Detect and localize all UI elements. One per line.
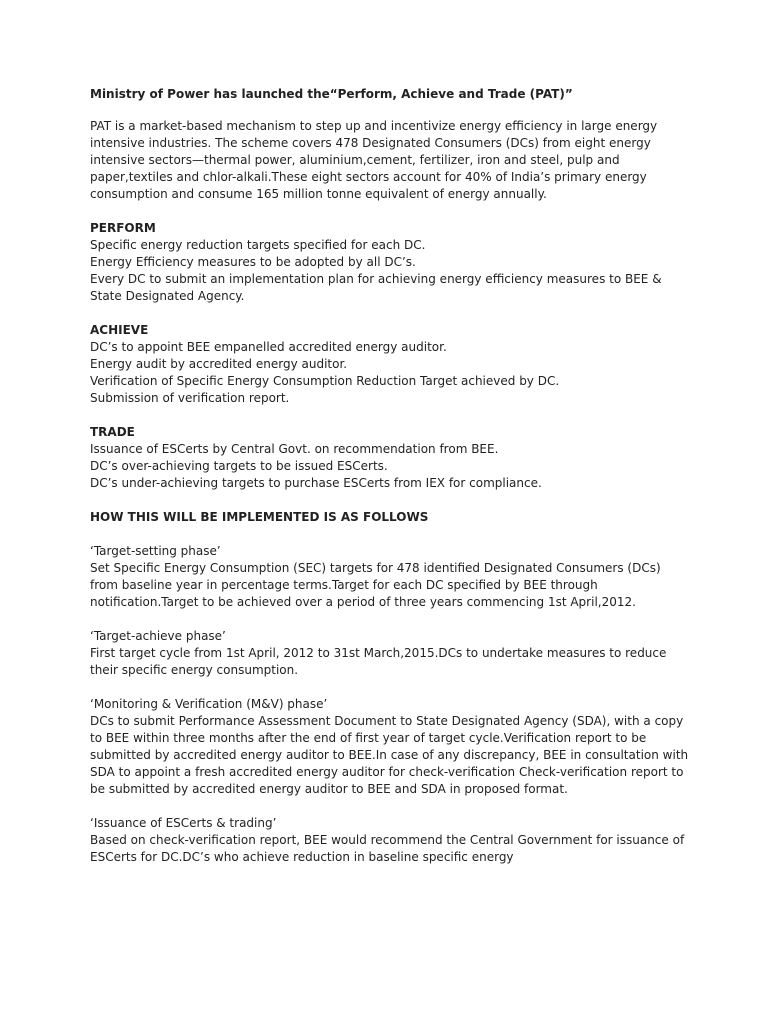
implementation-heading: HOW THIS WILL BE IMPLEMENTED IS AS FOLLOWS [90,510,429,524]
trade-line: DC’s over-achieving targets to be issued ESCerts. [90,459,388,473]
intro-paragraph: PAT is a market-based mechanism to step up and incentivize energy efficiency in large energy intensive industries. The scheme covers 478 Designated Consumers (DCs) from eight energy intensive sectors—thermal power, aluminium,cement, fertilizer, iron and steel, pulp and paper,textiles and chlor-alkali.These eight sectors account for 40% of India’s primary energy consumption and consume 165 million tonne equivalent of energy annually. [90,119,658,201]
achieve-section [90,322,690,407]
achieve-heading: ACHIEVE [90,323,149,337]
perform-line: Specific energy reduction targets specified for each DC. [90,238,426,252]
phase-label: ‘Monitoring & Verification (M&V) phase’ [90,697,328,711]
perform-heading: PERFORM [90,221,156,235]
perform-line: Energy Efficiency measures to be adopted by all DC’s. [90,255,416,269]
phase-text: First target cycle from 1st April, 2012 to 31st March,2015.DCs to undertake measures to reduce their specific energy consumption. [90,646,667,677]
phase-text: Based on check-verification report, BEE would recommend the Central Government for issuance of ESCerts for DC.DC’s who achieve reduction in baseline specific energy [90,833,685,864]
achieve-line: DC’s to appoint BEE empanelled accredited energy auditor. [90,340,447,354]
phase-target-achieve [90,628,690,679]
trade-section [90,424,690,492]
phase-label: ‘Target-achieve phase’ [90,629,226,643]
phase-issuance-trading [90,815,690,866]
trade-line: Issuance of ESCerts by Central Govt. on recommendation from BEE. [90,442,499,456]
document-page [90,86,690,883]
achieve-line: Energy audit by accredited energy auditor. [90,357,348,371]
achieve-line: Verification of Specific Energy Consumption Reduction Target achieved by DC. [90,374,560,388]
phase-target-setting [90,543,690,611]
phase-text: Set Specific Energy Consumption (SEC) targets for 478 identified Designated Consumers (DCs) from baseline year in percentage terms.Target for each DC specified by BEE through notification.Target to be achieved over a period of three years commencing 1st April,2012. [90,561,661,609]
phase-label: ‘Target-setting phase’ [90,544,221,558]
perform-section [90,220,690,305]
perform-line: Every DC to submit an implementation plan for achieving energy efficiency measures to BEE & State Designated Agency. [90,272,662,303]
achieve-line: Submission of verification report. [90,391,290,405]
phase-text: DCs to submit Performance Assessment Document to State Designated Agency (SDA), with a copy to BEE within three months after the end of first year of target cycle.Verification report to be submitted by accredited energy auditor to BEE.In case of any discrepancy, BEE in consultation with SDA to appoint a fresh accredited energy auditor for check-verification Check-verification report to be submitted by accredited energy auditor to BEE and SDA in proposed format. [90,714,689,796]
document-title: Ministry of Power has launched the“Perform, Achieve and Trade (PAT)” [90,87,573,101]
trade-line: DC’s under-achieving targets to purchase ESCerts from IEX for compliance. [90,476,542,490]
phase-monitoring-verification [90,696,690,798]
trade-heading: TRADE [90,425,135,439]
phase-label: ‘Issuance of ESCerts & trading’ [90,816,277,830]
